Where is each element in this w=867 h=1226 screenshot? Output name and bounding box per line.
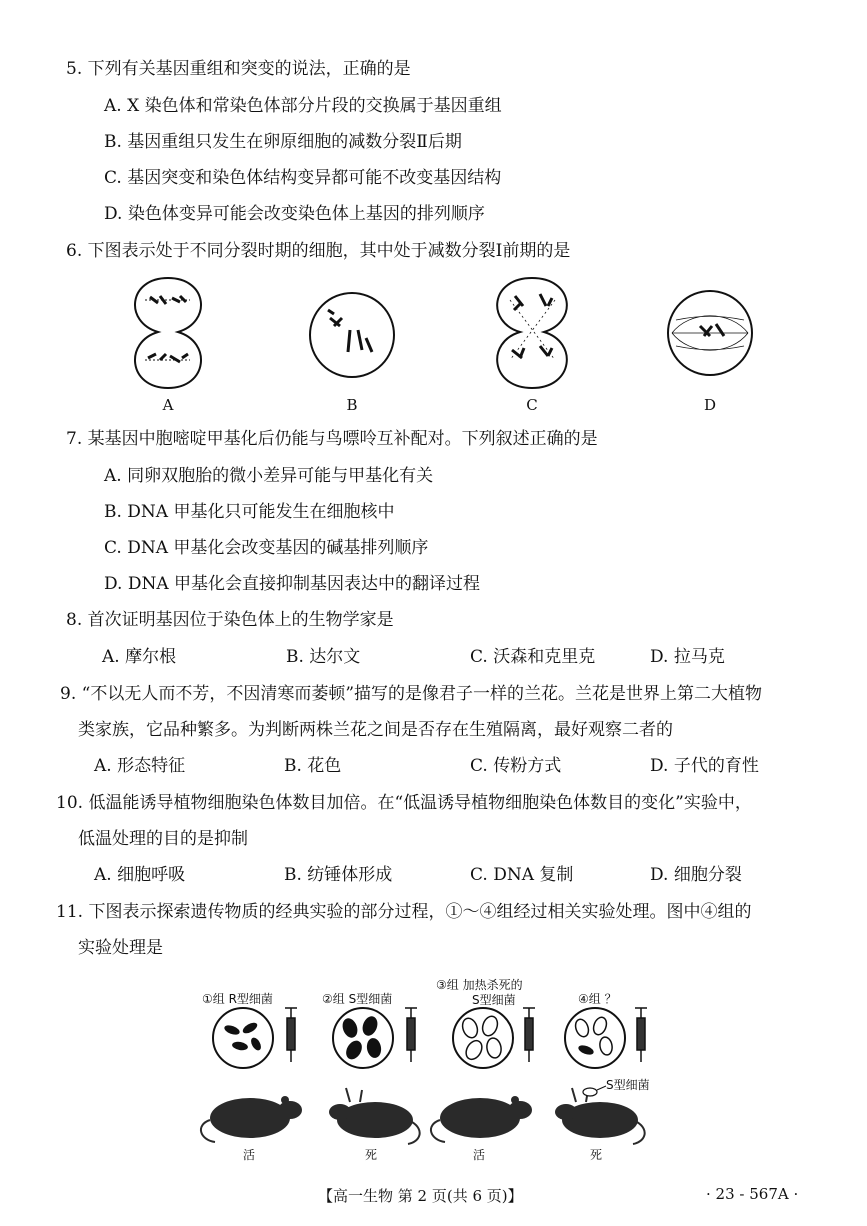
group3-syringe-icon	[523, 1008, 535, 1062]
group4-syringe-icon	[635, 1008, 647, 1062]
group4-petri-icon	[565, 1008, 625, 1068]
group1-label: ①组 R型细菌	[202, 992, 273, 1006]
mouse-4-dead-icon	[555, 1086, 645, 1144]
cell-a-label: A	[162, 396, 174, 414]
mouse-1-alive-icon	[201, 1096, 302, 1142]
mouse-4-result: 死	[590, 1148, 603, 1162]
q8-option-d: D. 拉马克	[650, 647, 725, 667]
mouse-1-result: 活	[243, 1148, 256, 1162]
group1-syringe-icon	[285, 1008, 297, 1062]
q7-stem: 7. 某基因中胞嘧啶甲基化后仍能与鸟嘌呤互补配对。下列叙述正确的是	[66, 429, 598, 449]
cell-b-label: B	[346, 396, 358, 414]
q10-option-c: C. DNA 复制	[470, 865, 574, 885]
q10-option-b: B. 纺锤体形成	[284, 865, 393, 885]
q8-stem: 8. 首次证明基因位于染色体上的生物学家是	[66, 610, 394, 630]
group3-petri-icon	[453, 1008, 513, 1068]
group4-label: ④组 ？	[578, 992, 617, 1006]
cell-d-label: D	[703, 396, 717, 414]
q5-option-d: D. 染色体变异可能会改变染色体上基因的排列顺序	[104, 204, 485, 224]
q7-option-c: C. DNA 甲基化会改变基因的碱基排列顺序	[104, 538, 429, 558]
paper-code: · 23 - 567A ·	[706, 1185, 799, 1203]
q10-stem-line-1: 10. 低温能诱导植物细胞染色体数目加倍。在“低温诱导植物细胞染色体数目的变化”实验中，	[56, 793, 752, 813]
mouse-2-dead-icon	[329, 1088, 420, 1144]
extra-s-bacteria-label: S型细菌	[606, 1078, 650, 1092]
q6-stem: 6. 下图表示处于不同分裂时期的细胞，其中处于减数分裂Ⅰ前期的是	[66, 241, 571, 261]
q9-option-b: B. 花色	[284, 756, 342, 776]
mouse-3-alive-icon	[431, 1096, 532, 1142]
q7-option-a: A. 同卵双胞胎的微小差异可能与甲基化有关	[104, 466, 434, 486]
group3-label-line-1: ③组 加热杀死的	[436, 978, 523, 992]
q8-option-c: C. 沃森和克里克	[470, 647, 596, 667]
q9-option-c: C. 传粉方式	[470, 756, 562, 776]
q5-stem: 5. 下列有关基因重组和突变的说法，正确的是	[66, 59, 411, 79]
q5-option-a: A. X 染色体和常染色体部分片段的交换属于基因重组	[104, 96, 502, 116]
q11-stem-line-1: 11. 下图表示探索遗传物质的经典实验的部分过程，①～④组经过相关实验处理。图中④组的	[56, 902, 752, 922]
q7-option-d: D. DNA 甲基化会直接抑制基因表达中的翻译过程	[104, 574, 481, 594]
q9-option-d: D. 子代的育性	[650, 756, 759, 776]
q5-option-b: B. 基因重组只发生在卵原细胞的减数分裂Ⅱ后期	[104, 132, 462, 152]
page-footer: 【高一生物 第 2 页(共 6 页)】	[318, 1187, 523, 1205]
q9-stem-line-2: 类家族，它品种繁多。为判断两株兰花之间是否存在生殖隔离，最好观察二者的	[78, 720, 673, 740]
group2-label: ②组 S型细菌	[322, 992, 393, 1006]
group3-label-line-2: S型细菌	[472, 993, 516, 1007]
cell-c-label: C	[526, 396, 538, 414]
q8-option-a: A. 摩尔根	[102, 647, 177, 667]
mouse-2-result: 死	[365, 1148, 378, 1162]
q10-option-d: D. 细胞分裂	[650, 865, 742, 885]
q9-option-a: A. 形态特征	[94, 756, 186, 776]
q10-option-a: A. 细胞呼吸	[94, 865, 186, 885]
q5-option-c: C. 基因突变和染色体结构变异都可能不改变基因结构	[104, 168, 502, 188]
q7-option-b: B. DNA 甲基化只可能发生在细胞核中	[104, 502, 395, 522]
q9-stem-line-1: 9. “不以无人而不芳，不因清寒而萎顿”描写的是像君子一样的兰花。兰花是世界上第二大植物	[60, 684, 763, 704]
mouse-3-result: 活	[473, 1148, 486, 1162]
group2-petri-icon	[333, 1008, 393, 1068]
q8-option-b: B. 达尔文	[286, 647, 361, 667]
group2-syringe-icon	[405, 1008, 417, 1062]
q11-stem-line-2: 实验处理是	[78, 938, 163, 958]
group1-petri-icon	[213, 1008, 273, 1068]
q10-stem-line-2: 低温处理的目的是抑制	[78, 829, 248, 849]
